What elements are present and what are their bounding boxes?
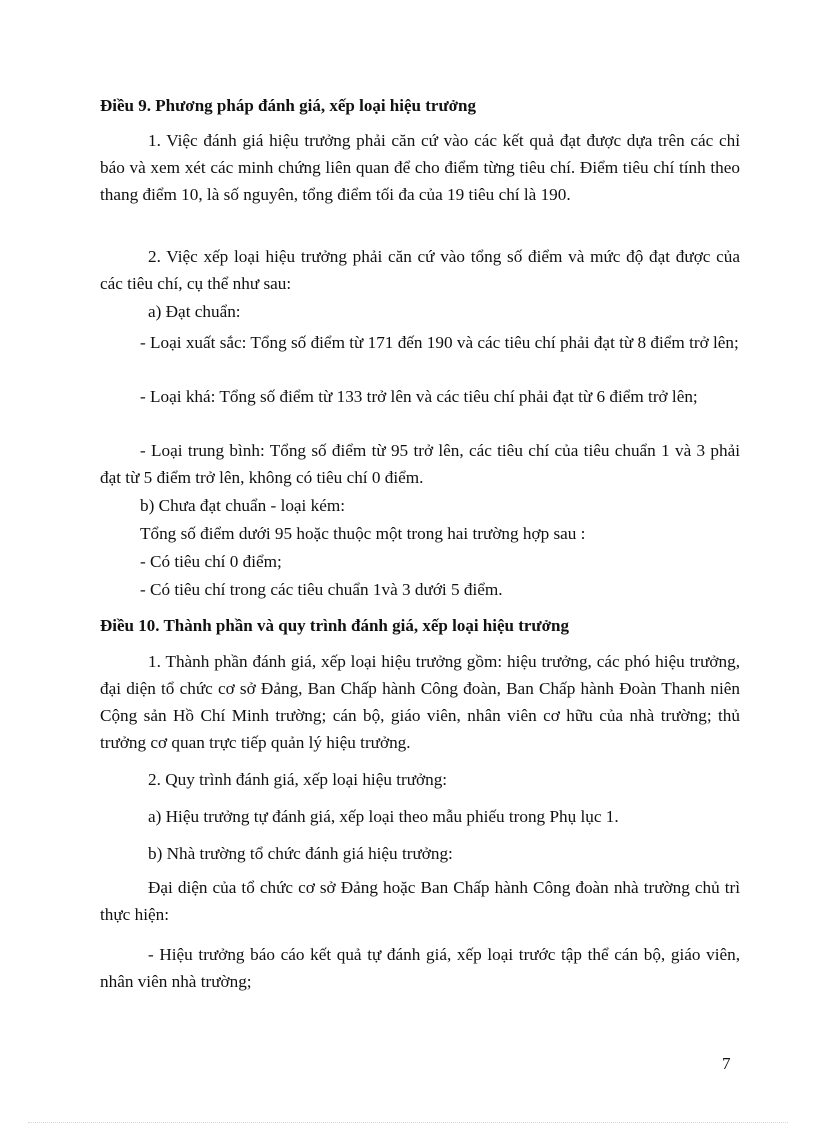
principal-report-paragraph: - Hiệu trưởng báo cáo kết quả tự đánh giá, xếp loại trước tập thể cán bộ, giáo viên, nhân viên nhà trường;: [100, 945, 740, 991]
article-10-heading: Điều 10. Thành phần và quy trình đánh giá, xếp loại hiệu trưởng: [100, 616, 569, 635]
page-number: 7: [722, 1054, 731, 1073]
procedure-step-b: b) Nhà trường tổ chức đánh giá hiệu trưởng:: [148, 844, 453, 863]
rating-average: - Loại trung bình: Tổng số điểm từ 95 trở lên, các tiêu chí của tiêu chuẩn 1 và 3 phải đạt từ 5 điểm trở lên, không có tiêu chí 0 điểm.: [100, 441, 740, 487]
article-9-paragraph-2: 2. Việc xếp loại hiệu trưởng phải căn cứ vào tổng số điểm và mức độ đạt được của các tiêu chí, cụ thể như sau:: [100, 247, 740, 293]
article-9-paragraph-1: 1. Việc đánh giá hiệu trưởng phải căn cứ vào các kết quả đạt được dựa trên các chỉ báo và xem xét các minh chứng liên quan để cho điểm từng tiêu chí. Điểm tiêu chí tính theo thang điểm 10, là số nguyên, tổng điểm tối đa của 19 tiêu chí là 190.: [100, 131, 740, 204]
standard-not-met-label: b) Chưa đạt chuẩn - loại kém:: [140, 496, 345, 515]
case-zero-score: - Có tiêu chí 0 điểm;: [140, 552, 282, 571]
article-10-paragraph-1: 1. Thành phần đánh giá, xếp loại hiệu trưởng gồm: hiệu trưởng, các phó hiệu trưởng, đại diện tổ chức cơ sở Đảng, Ban Chấp hành Công đoàn, Ban Chấp hành Đoàn Thanh niên Cộng sản Hồ Chí Minh trường; cán bộ, giáo viên, nhân viên cơ hữu của nhà trường; thủ trưởng cơ quan trực tiếp quản lý hiệu trưởng.: [100, 652, 740, 752]
case-below-five: - Có tiêu chí trong các tiêu chuẩn 1và 3 dưới 5 điểm.: [140, 580, 503, 599]
article-9-heading: Điều 9. Phương pháp đánh giá, xếp loại hiệu trưởng: [100, 96, 477, 115]
representative-paragraph: Đại diện của tổ chức cơ sở Đảng hoặc Ban Chấp hành Công đoàn nhà trường chủ trì thực hiện:: [100, 878, 740, 924]
below-standard-condition: Tổng số điểm dưới 95 hoặc thuộc một trong hai trường hợp sau :: [140, 524, 586, 543]
procedure-step-a: a) Hiệu trưởng tự đánh giá, xếp loại theo mẫu phiếu trong Phụ lục 1.: [148, 807, 619, 826]
article-10-paragraph-2: 2. Quy trình đánh giá, xếp loại hiệu trưởng:: [148, 770, 448, 789]
rating-good: - Loại khá: Tổng số điểm từ 133 trở lên và các tiêu chí phải đạt từ 6 điểm trở lên;: [140, 387, 698, 406]
rating-excellent: - Loại xuất sắc: Tổng số điểm từ 171 đến 190 và các tiêu chí phải đạt từ 8 điểm trở lên;: [140, 333, 739, 352]
standard-met-label: a) Đạt chuẩn:: [148, 302, 241, 321]
